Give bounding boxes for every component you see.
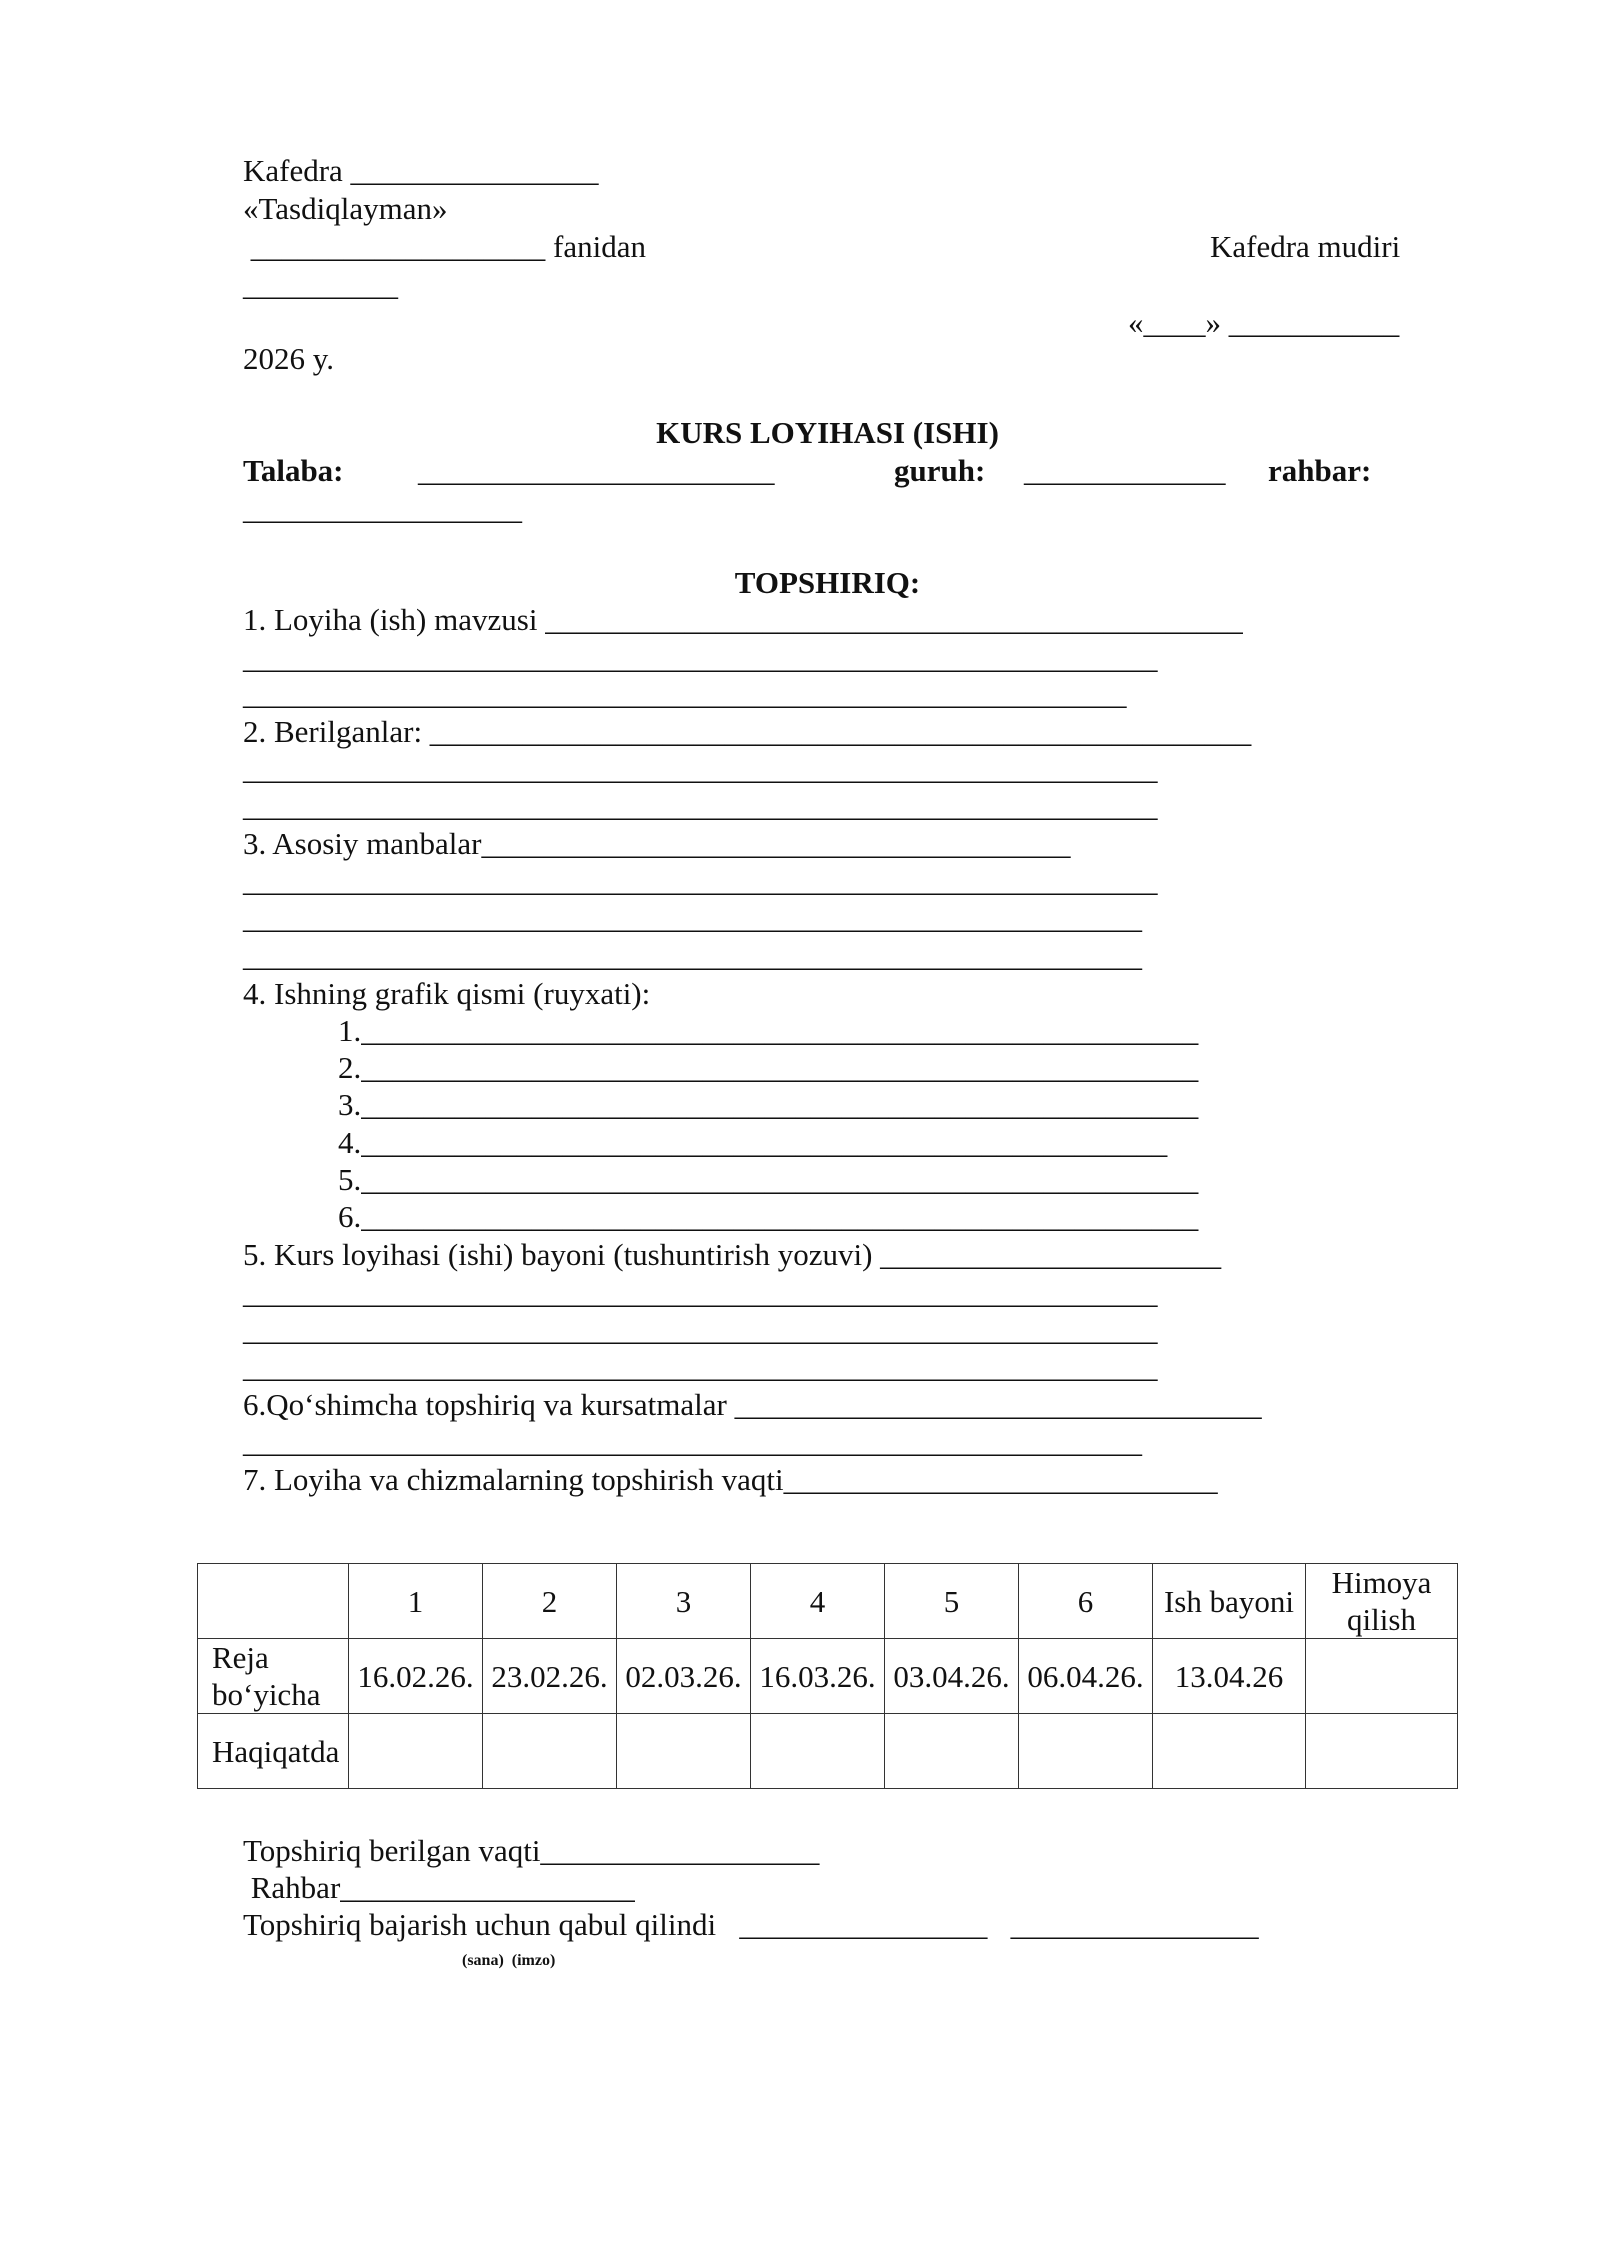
table-row-label: Reja bo‘yicha [198,1639,349,1714]
table-cell [483,1714,617,1789]
table-cell [1019,1714,1153,1789]
kafedra-line: Kafedra ________________ [243,153,599,188]
item-6: 6.Qo‘shimcha topshiriq va kursatmalar __________________________________ [243,1387,1262,1422]
item-4: 4. Ishning grafik qismi (ruyxati): [243,976,651,1011]
item-3-line: ___________________________________________________________ [243,863,1158,898]
qabul-qilindi-line: Topshiriq bajarish uchun qabul qilindi ________________ ________________ [243,1907,1259,1942]
item-4-sub: 5.______________________________________________________ [338,1162,1199,1197]
table-cell: 23.02.26. [483,1639,617,1714]
guruh-label: guruh: [894,453,986,488]
item-4-sub: 3.______________________________________________________ [338,1087,1199,1122]
item-5-line: ___________________________________________________________ [243,1275,1158,1310]
table-cell: 02.03.26. [617,1639,751,1714]
table-cell: Ish bayoni [1153,1564,1306,1639]
year-label: 2026 y. [243,341,334,376]
item-3-line: __________________________________________________________ [243,900,1142,935]
sana-imzo-caption: (sana) (imzo) [462,1952,556,1969]
table-cell: 1 [349,1564,483,1639]
item-6-line: __________________________________________________________ [243,1424,1142,1459]
table-cell: 13.04.26 [1153,1639,1306,1714]
item-7: 7. Loyiha va chizmalarning topshirish vaqti____________________________ [243,1462,1218,1497]
table-cell: 4 [751,1564,885,1639]
item-2-line: ___________________________________________________________ [243,788,1158,823]
item-1: 1. Loyiha (ish) mavzusi _____________________________________________ [243,602,1243,637]
table-row-label: Haqiqatda [198,1714,349,1789]
schedule-table [197,1563,1458,1789]
short-underline: __________ [243,267,398,302]
item-1-line: ___________________________________________________________ [243,640,1158,675]
table-cell [349,1714,483,1789]
table-header-row [198,1564,1458,1639]
item-2-line: ___________________________________________________________ [243,751,1158,786]
table-cell: 16.03.26. [751,1639,885,1714]
table-cell: 03.04.26. [885,1639,1019,1714]
table-cell [1306,1639,1458,1714]
tasdiqlayman-label: «Tasdiqlayman» [243,191,448,226]
item-4-sub: 1.______________________________________________________ [338,1013,1199,1048]
item-2: 2. Berilganlar: _____________________________________________________ [243,714,1252,749]
table-cell [1153,1714,1306,1789]
talaba-blank: _______________________ [418,453,775,488]
table-cell [885,1714,1019,1789]
item-3-line: __________________________________________________________ [243,938,1142,973]
item-5-line: ___________________________________________________________ [243,1312,1158,1347]
rahbar-blank: __________________ [243,491,522,526]
table-cell [617,1714,751,1789]
item-4-sub: 2.______________________________________________________ [338,1050,1199,1085]
item-4-sub: 6.______________________________________________________ [338,1199,1199,1234]
rahbar-line: Rahbar___________________ [243,1870,635,1905]
fanidan-line: ___________________ fanidan [243,229,646,264]
item-5-line: ___________________________________________________________ [243,1349,1158,1384]
table-cell: 3 [617,1564,751,1639]
table-cell: 6 [1019,1564,1153,1639]
table-row [198,1639,1458,1714]
talaba-label: Talaba: [243,453,344,488]
guruh-blank: _____________ [1024,453,1226,488]
table-cell [198,1564,349,1639]
table-row [198,1714,1458,1789]
table-cell: 16.02.26. [349,1639,483,1714]
berilgan-vaqti-line: Topshiriq berilgan vaqti__________________ [243,1833,820,1868]
rahbar-label: rahbar: [1268,453,1372,488]
page-title: KURS LOYIHASI (ISHI) [656,415,999,450]
item-4-sub: 4.____________________________________________________ [338,1125,1168,1160]
table-cell: 2 [483,1564,617,1639]
table-cell [1306,1714,1458,1789]
table-cell: Himoya qilish [1306,1564,1458,1639]
item-5: 5. Kurs loyihasi (ishi) bayoni (tushuntirish yozuvi) ______________________ [243,1237,1222,1272]
kafedra-mudiri-label: Kafedra mudiri [1210,229,1401,264]
item-3: 3. Asosiy manbalar______________________________________ [243,826,1071,861]
date-line: «____» ___________ [1128,305,1400,340]
topshiriq-title: TOPSHIRIQ: [734,565,921,600]
table-cell: 5 [885,1564,1019,1639]
table-cell: 06.04.26. [1019,1639,1153,1714]
table-cell [751,1714,885,1789]
item-1-line: _________________________________________________________ [243,676,1127,711]
